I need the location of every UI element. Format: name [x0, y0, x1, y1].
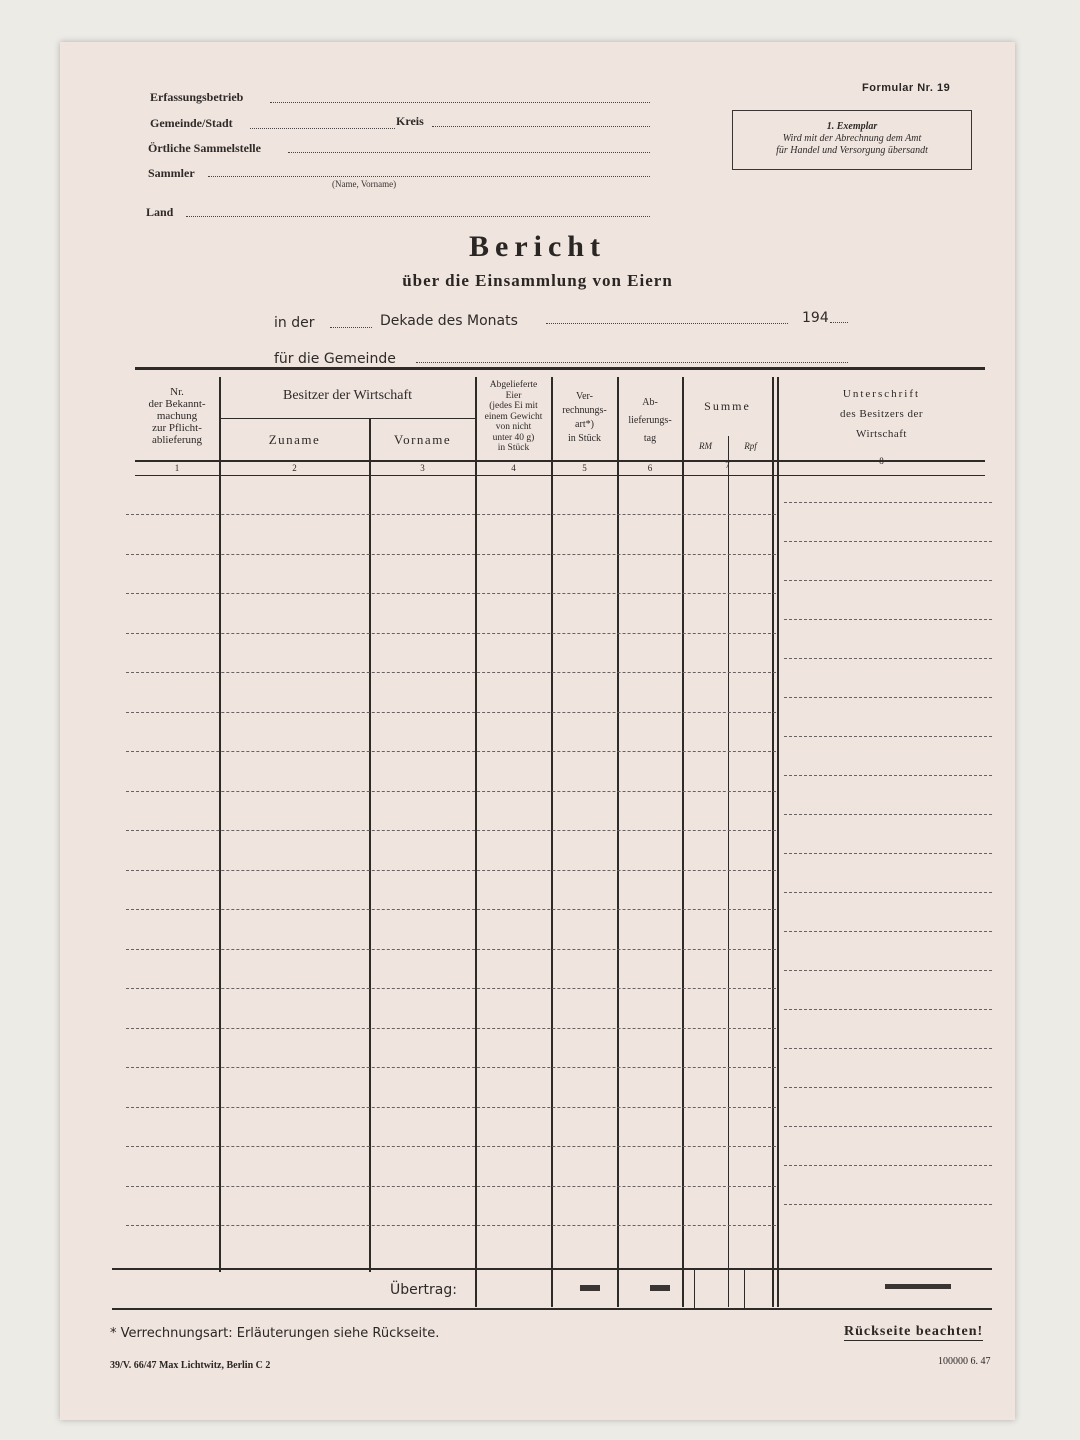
uebertrag-mark-8 [885, 1284, 951, 1289]
field-line-erfassungsbetrieb[interactable] [270, 102, 650, 103]
table-row-line [126, 751, 776, 752]
table-row-line [126, 830, 776, 831]
footnote: * Verrechnungsart: Erläuterungen siehe Rückseite. [110, 1326, 440, 1341]
signature-row-line [784, 1165, 992, 1166]
signature-row-line [784, 970, 992, 971]
uebertrag-divider-a [694, 1270, 695, 1308]
label-dekade: Dekade des Monats [380, 313, 518, 329]
field-label-erfassungsbetrieb: Erfassungsbetrieb [150, 90, 244, 104]
form-number: Formular Nr. 19 [862, 82, 951, 94]
table-row-line [126, 1146, 776, 1147]
table-row-line [126, 949, 776, 950]
exemplar-line3: für Handel und Versorgung übersandt [776, 145, 928, 156]
table-row-line [126, 712, 776, 713]
signature-row-line [784, 1009, 992, 1010]
colnum-6: 6 [647, 463, 653, 473]
table-top-border [135, 367, 985, 370]
field-line-gemeinde[interactable] [250, 128, 395, 129]
besitzer-split-line [219, 418, 475, 419]
col-divider-7-split [728, 436, 729, 1307]
field-label-gemeinde: Gemeinde/Stadt [150, 116, 233, 130]
signature-row-line [784, 814, 992, 815]
uebertrag-bottom [112, 1308, 992, 1310]
field-line-kreis[interactable] [432, 126, 650, 127]
table-row-line [126, 909, 776, 910]
table-row-line [126, 1186, 776, 1187]
table-row-line [126, 514, 776, 515]
header-besitzer: Besitzer der Wirtschaft [282, 388, 412, 403]
print-code: 100000 6. 47 [938, 1356, 991, 1367]
signature-row-line [784, 931, 992, 932]
table-row-line [126, 791, 776, 792]
table-row-line [126, 1225, 776, 1226]
colnum-4: 4 [511, 463, 516, 473]
header-ablieferungstag: Ab- lieferungs- tag [628, 397, 672, 444]
colnum-3: 3 [420, 463, 425, 473]
col-divider-6 [682, 377, 684, 1307]
header-eier: Abgelieferte Eier (jedes Ei mit einem Gewicht von nicht unter 40 g) in Stück [484, 380, 543, 453]
col-divider-2 [369, 418, 371, 1272]
field-line-dekade[interactable] [330, 327, 372, 328]
page-subtitle: über die Einsammlung von Eiern [402, 271, 673, 290]
field-label-kreis: Kreis [396, 114, 424, 128]
signature-row-line [784, 892, 992, 893]
label-year: 194 [802, 310, 829, 326]
signature-row-line [784, 541, 992, 542]
col-divider-1 [219, 377, 221, 1272]
exemplar-line2: Wird mit der Abrechnung dem Amt [782, 133, 922, 144]
field-line-land[interactable] [186, 216, 650, 217]
signature-row-line [784, 1087, 992, 1088]
table-row-line [126, 1107, 776, 1108]
table-row-line [126, 1028, 776, 1029]
table-row-line [126, 593, 776, 594]
signature-row-line [784, 775, 992, 776]
uebertrag-mark-6 [650, 1285, 670, 1291]
signature-row-line [784, 1126, 992, 1127]
colnum-8: 8 [879, 456, 884, 466]
field-label-sammler: Sammler [148, 166, 195, 180]
printer-imprint: 39/V. 66/47 Max Lichtwitz, Berlin C 2 [110, 1360, 271, 1371]
field-label-land: Land [146, 205, 174, 219]
header-verrechnungsart: Ver- rechnungs- art*) in Stück [562, 391, 607, 444]
signature-row-line [784, 853, 992, 854]
header-rm: RM [699, 441, 712, 451]
page-title: Bericht [469, 230, 606, 263]
field-line-sammler[interactable] [208, 176, 650, 177]
signature-row-line [784, 736, 992, 737]
uebertrag-label: Übertrag: [390, 1282, 457, 1298]
col-divider-3 [475, 377, 477, 1307]
signature-row-line [784, 658, 992, 659]
rueckseite-note: Rückseite beachten! [844, 1324, 984, 1339]
table-row-line [126, 870, 776, 871]
uebertrag-divider-b [744, 1270, 745, 1308]
colnum-bottom-line [135, 475, 985, 476]
col-divider-7b [777, 377, 779, 1307]
col-divider-4 [551, 377, 553, 1307]
signature-row-line [784, 580, 992, 581]
colnum-2: 2 [292, 463, 297, 473]
signature-row-line [784, 619, 992, 620]
header-unterschrift: Unterschrift des Besitzers der Wirtschaft [839, 388, 924, 440]
col-divider-7 [772, 377, 774, 1307]
field-label-sammelstelle: Örtliche Sammelstelle [148, 141, 261, 155]
header-vorname: Vorname [393, 432, 452, 447]
col-divider-5 [617, 377, 619, 1307]
signature-row-line [784, 1048, 992, 1049]
label-in-der: in der [274, 315, 315, 331]
field-line-monat[interactable] [546, 323, 788, 324]
table-row-line [126, 988, 776, 989]
table-row-line [126, 554, 776, 555]
colnum-7: 7 [725, 460, 730, 470]
form-sheet [60, 42, 1015, 1420]
header-zuname: Zuname [268, 432, 321, 447]
field-line-year[interactable] [830, 322, 848, 323]
exemplar-title: 1. Exemplar [826, 121, 878, 132]
sammler-hint: (Name, Vorname) [332, 179, 397, 189]
exemplar-box [732, 110, 972, 170]
colnum-1: 1 [174, 463, 180, 473]
table-row-line [126, 1067, 776, 1068]
label-gemeinde: für die Gemeinde [274, 351, 396, 367]
header-summe: Summe [704, 399, 751, 413]
signature-row-line [784, 697, 992, 698]
header-rpf: Rpf [744, 441, 757, 451]
table-row-line [126, 672, 776, 673]
colnum-5: 5 [582, 463, 587, 473]
signature-row-line [784, 502, 992, 503]
uebertrag-mark-5 [580, 1285, 600, 1291]
field-line-fuer-gemeinde[interactable] [416, 362, 848, 363]
table-body-bottom [112, 1268, 992, 1270]
field-line-sammelstelle[interactable] [288, 152, 650, 153]
signature-row-line [784, 1204, 992, 1205]
table-row-line [126, 633, 776, 634]
header-nr: Nr. der Bekannt- machung zur Pflicht- ablieferung [148, 386, 206, 446]
